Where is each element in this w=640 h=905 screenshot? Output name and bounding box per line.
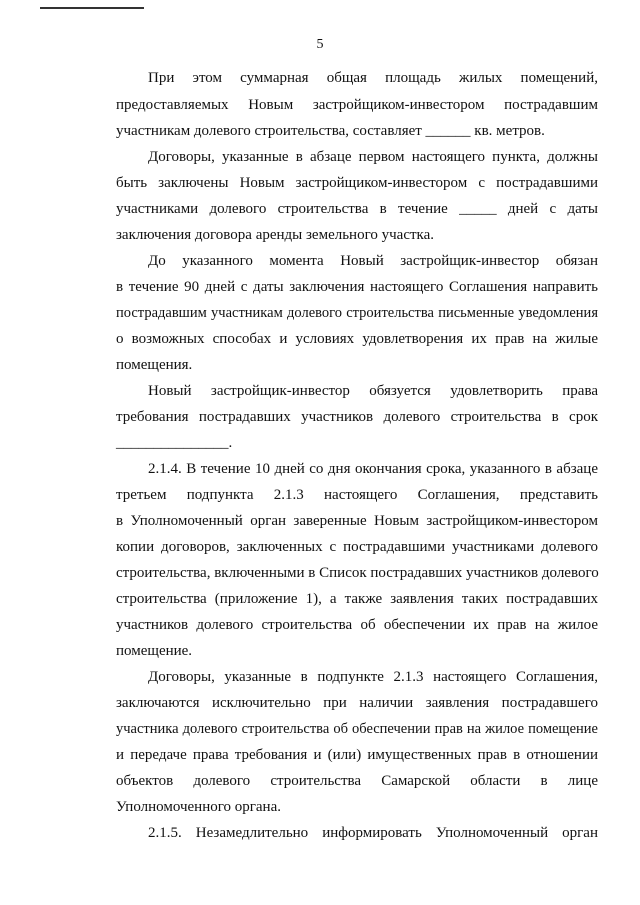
text-line: При этом суммарная общая площадь жилых помещений, <box>148 70 598 86</box>
text-line: в Уполномоченный орган заверенные Новым застройщиком-инвестором <box>116 513 598 529</box>
text-line: копии договоров, заключенных с пострадавшими участниками долевого <box>116 539 598 555</box>
text-line: в течение 90 дней с даты заключения настоящего Соглашения направить <box>116 279 598 295</box>
text-line: строительства, включенными в Список пострадавших участников долевого <box>116 565 599 581</box>
top-rule <box>40 7 144 9</box>
text-line: Уполномоченного органа. <box>116 799 281 815</box>
text-line: Новый застройщик-инвестор обязуется удовлетворить права <box>148 383 598 399</box>
text-line: строительства (приложение 1), а также заявления таких пострадавших <box>116 591 598 607</box>
text-line: о возможных способах и условиях удовлетворения их прав на жилые <box>116 331 598 347</box>
text-line: участников долевого строительства об обеспечении их прав на жилое <box>116 617 598 633</box>
text-line: До указанного момента Новый застройщик-инвестор обязан <box>148 253 598 269</box>
text-line: и передаче права требования и (или) имущественных прав в отношении <box>116 747 598 763</box>
text-line: участниками долевого строительства в течение _____ дней с даты <box>116 201 598 217</box>
text-line: предоставляемых Новым застройщиком-инвестором пострадавшим <box>116 97 598 113</box>
text-line: _______________. <box>116 435 233 451</box>
text-line: Договоры, указанные в абзаце первом настоящего пункта, должны <box>148 149 598 165</box>
page-number: 5 <box>316 37 324 52</box>
text-line: 2.1.4. В течение 10 дней со дня окончания срока, указанного в абзаце <box>148 461 598 477</box>
text-line: помещение. <box>116 643 193 659</box>
text-line: 2.1.5. Незамедлительно информировать Уполномоченный орган <box>148 825 598 841</box>
text-line: участникам долевого строительства, составляет ______ кв. метров. <box>116 123 545 139</box>
text-line: пострадавшим участникам долевого строительства письменные уведомления <box>116 305 598 321</box>
text-line: помещения. <box>116 357 193 373</box>
text-line: объектов долевого строительства Самарской области в лице <box>116 773 598 789</box>
text-line: Договоры, указанные в подпункте 2.1.3 настоящего Соглашения, <box>148 669 598 685</box>
text-line: заключаются исключительно при наличии заявления пострадавшего <box>116 695 598 711</box>
text-line: участника долевого строительства об обеспечении прав на жилое помещение <box>116 721 598 737</box>
text-line: требования пострадавших участников долевого строительства в срок <box>116 409 598 425</box>
text-line: быть заключены Новым застройщиком-инвестором с пострадавшими <box>116 175 598 191</box>
text-line: третьем подпункта 2.1.3 настоящего Соглашения, представить <box>116 487 598 503</box>
text-line: заключения договора аренды земельного участка. <box>116 227 434 243</box>
